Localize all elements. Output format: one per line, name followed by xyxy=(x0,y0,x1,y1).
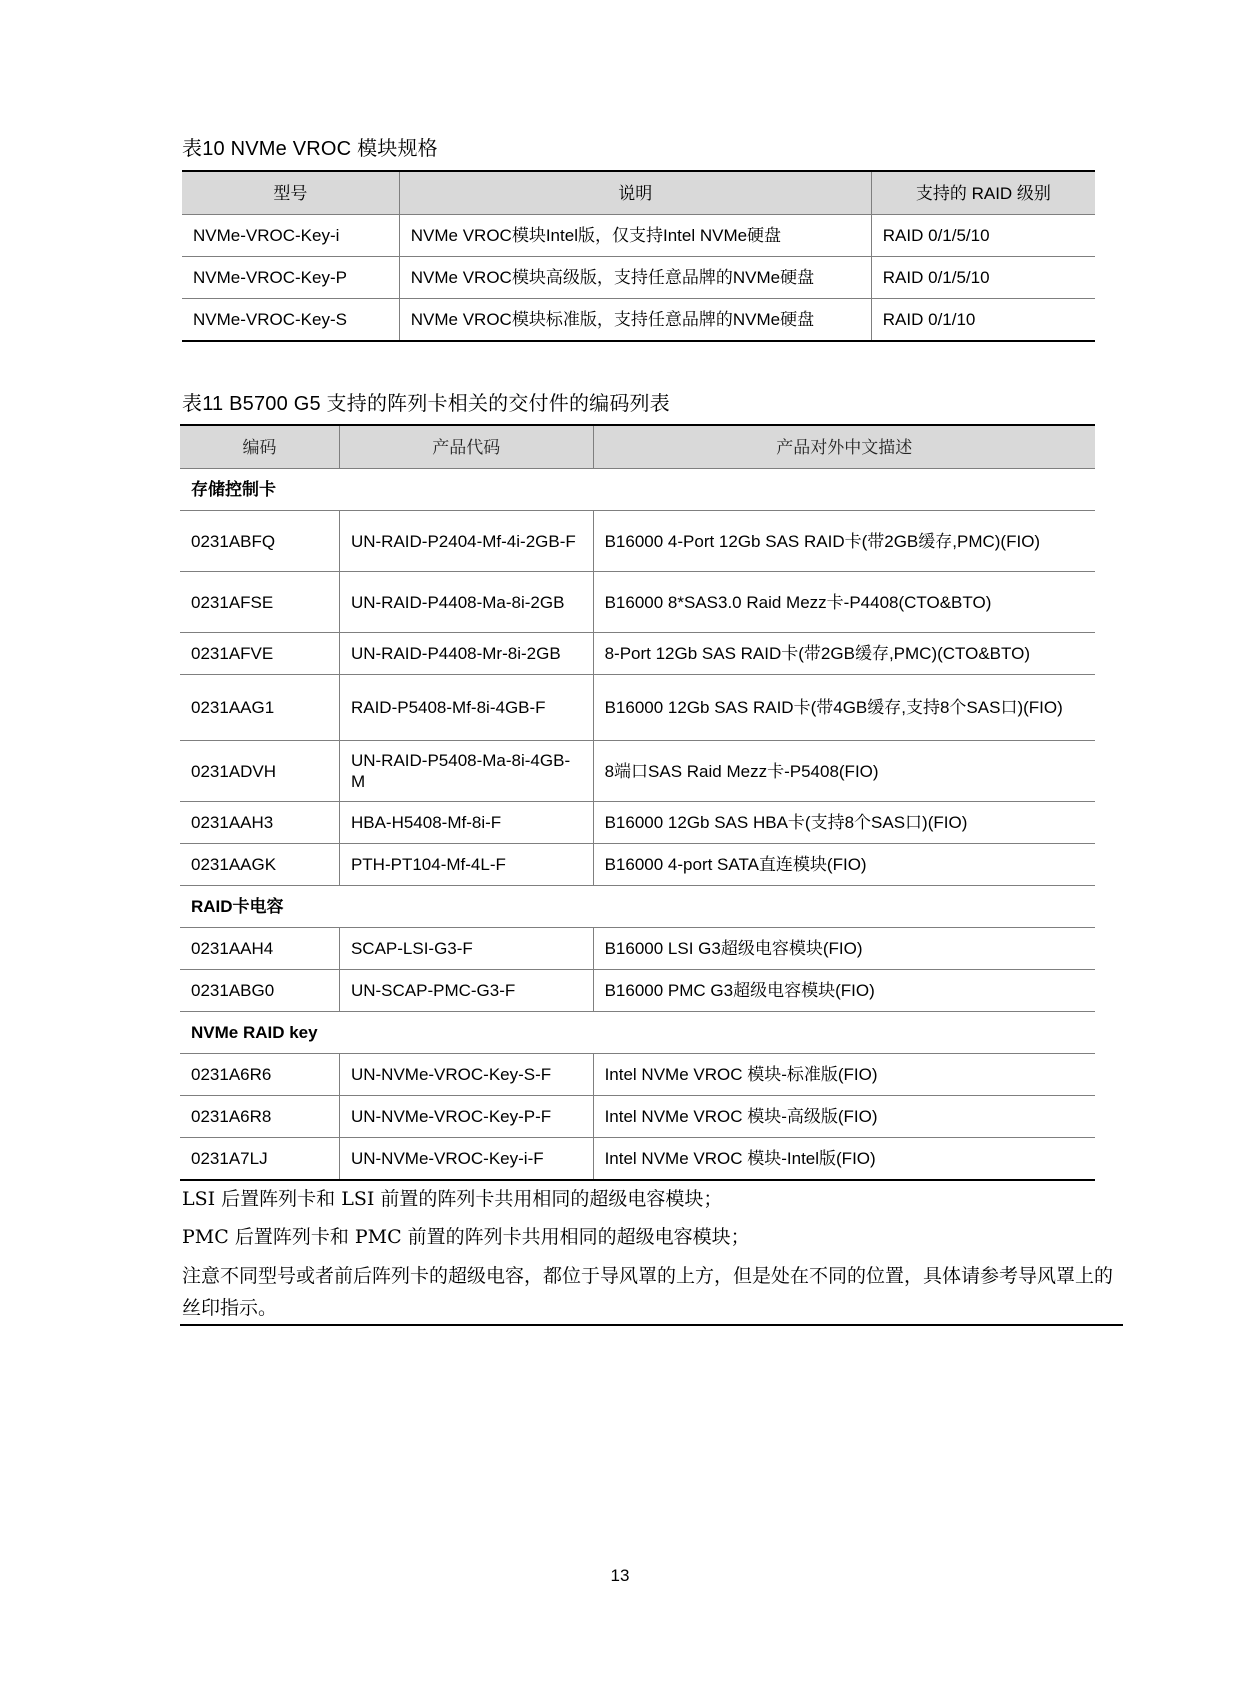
table-row xyxy=(182,215,1095,257)
page-number: 13 xyxy=(610,1566,630,1585)
table-cell: NVMe-VROC-Key-i xyxy=(182,215,399,257)
table-row xyxy=(180,741,1095,802)
section-row-nvme-raid-key xyxy=(180,1012,1095,1054)
table-row xyxy=(180,511,1095,572)
table-cell: Intel NVMe VROC 模块-Intel版(FIO) xyxy=(593,1138,1095,1181)
table-cell: 0231ABG0 xyxy=(180,970,339,1012)
table-row xyxy=(180,970,1095,1012)
table-cell: 0231AAH4 xyxy=(180,928,339,970)
raid-card-codes-table xyxy=(180,424,1095,1181)
column-header-raid-level: 支持的 RAID 级别 xyxy=(871,171,1095,215)
table-cell: Intel NVMe VROC 模块-高级版(FIO) xyxy=(593,1096,1095,1138)
table-cell: HBA-H5408-Mf-8i-F xyxy=(339,802,593,844)
table-cell: NVMe VROC模块高级版，支持任意品牌的NVMe硬盘 xyxy=(399,257,871,299)
table-cell: 8端口SAS Raid Mezz卡-P5408(FIO) xyxy=(593,741,1095,802)
nvme-vroc-spec-table xyxy=(182,170,1095,342)
table-cell: 0231A6R6 xyxy=(180,1054,339,1096)
column-header-description: 说明 xyxy=(399,171,871,215)
table-cell: 0231A6R8 xyxy=(180,1096,339,1138)
column-header-model: 型号 xyxy=(182,171,399,215)
table-row xyxy=(180,633,1095,675)
table-header-row xyxy=(180,425,1095,469)
table-cell: 0231ADVH xyxy=(180,741,339,802)
table-cell: B16000 12Gb SAS RAID卡(带4GB缓存,支持8个SAS口)(FIO) xyxy=(593,675,1095,741)
table-header-row xyxy=(182,171,1095,215)
table10-caption: 表10 NVMe VROC 模块规格 xyxy=(182,138,438,160)
table-cell: RAID-P5408-Mf-8i-4GB-F xyxy=(339,675,593,741)
table-cell: UN-NVMe-VROC-Key-i-F xyxy=(339,1138,593,1181)
table-cell: SCAP-LSI-G3-F xyxy=(339,928,593,970)
table-cell: NVMe-VROC-Key-S xyxy=(182,299,399,342)
table-cell: 0231AAG1 xyxy=(180,675,339,741)
table-cell: UN-NVMe-VROC-Key-P-F xyxy=(339,1096,593,1138)
table-row xyxy=(180,675,1095,741)
section-title: NVMe RAID key xyxy=(180,1012,1095,1054)
table-cell: B16000 12Gb SAS HBA卡(支持8个SAS口)(FIO) xyxy=(593,802,1095,844)
table-cell: UN-RAID-P4408-Ma-8i-2GB xyxy=(339,572,593,633)
table-cell: PTH-PT104-Mf-4L-F xyxy=(339,844,593,886)
section-row-raid-capacitor xyxy=(180,886,1095,928)
table-cell: NVMe VROC模块标准版，支持任意品牌的NVMe硬盘 xyxy=(399,299,871,342)
table-cell: UN-RAID-P5408-Ma-8i-4GB-M xyxy=(339,741,593,802)
table-notes xyxy=(182,1180,1122,1324)
table-row xyxy=(180,572,1095,633)
table-row xyxy=(180,1096,1095,1138)
table-cell: UN-SCAP-PMC-G3-F xyxy=(339,970,593,1012)
table-row xyxy=(180,928,1095,970)
table-row xyxy=(182,257,1095,299)
section-title: RAID卡电容 xyxy=(180,886,1095,928)
table-cell: 0231AAGK xyxy=(180,844,339,886)
table-cell: 0231ABFQ xyxy=(180,511,339,572)
note-lsi-capacitor: LSI 后置阵列卡和 LSI 前置的阵列卡共用相同的超级电容模块； xyxy=(182,1188,723,1210)
table-row xyxy=(180,1054,1095,1096)
table-cell: 8-Port 12Gb SAS RAID卡(带2GB缓存,PMC)(CTO&BTO) xyxy=(593,633,1095,675)
table11-caption: 表11 B5700 G5 支持的阵列卡相关的交付件的编码列表 xyxy=(182,393,670,415)
note-capacitor-position: 注意不同型号或者前后阵列卡的超级电容，都位于导风罩的上方，但是处在不同的位置，具体请参考导风罩上的丝印指示。 xyxy=(182,1265,1114,1319)
table-cell: B16000 4-Port 12Gb SAS RAID卡(带2GB缓存,PMC)(FIO) xyxy=(593,511,1095,572)
table-cell: 0231AAH3 xyxy=(180,802,339,844)
column-header-product-description: 产品对外中文描述 xyxy=(593,425,1095,469)
table-cell: RAID 0/1/5/10 xyxy=(871,215,1095,257)
table-cell: B16000 PMC G3超级电容模块(FIO) xyxy=(593,970,1095,1012)
table-cell: 0231A7LJ xyxy=(180,1138,339,1181)
notes-bottom-rule xyxy=(180,1324,1123,1326)
section-row-storage-controller xyxy=(180,469,1095,511)
table-row xyxy=(180,1138,1095,1181)
table-cell: UN-RAID-P4408-Mr-8i-2GB xyxy=(339,633,593,675)
table-cell: 0231AFVE xyxy=(180,633,339,675)
table-cell: RAID 0/1/10 xyxy=(871,299,1095,342)
column-header-product-code: 产品代码 xyxy=(339,425,593,469)
table-cell: 0231AFSE xyxy=(180,572,339,633)
table-row xyxy=(182,299,1095,342)
column-header-code: 编码 xyxy=(180,425,339,469)
table-row xyxy=(180,802,1095,844)
section-title: 存储控制卡 xyxy=(180,469,1095,511)
table-cell: Intel NVMe VROC 模块-标准版(FIO) xyxy=(593,1054,1095,1096)
table-row xyxy=(180,844,1095,886)
table-cell: RAID 0/1/5/10 xyxy=(871,257,1095,299)
table-cell: B16000 4-port SATA直连模块(FIO) xyxy=(593,844,1095,886)
table-cell: B16000 LSI G3超级电容模块(FIO) xyxy=(593,928,1095,970)
table-cell: NVMe VROC模块Intel版，仅支持Intel NVMe硬盘 xyxy=(399,215,871,257)
table-cell: NVMe-VROC-Key-P xyxy=(182,257,399,299)
table-cell: UN-NVMe-VROC-Key-S-F xyxy=(339,1054,593,1096)
table-cell: UN-RAID-P2404-Mf-4i-2GB-F xyxy=(339,511,593,572)
note-pmc-capacitor: PMC 后置阵列卡和 PMC 前置的阵列卡共用相同的超级电容模块； xyxy=(182,1226,750,1248)
table-cell: B16000 8*SAS3.0 Raid Mezz卡-P4408(CTO&BTO) xyxy=(593,572,1095,633)
